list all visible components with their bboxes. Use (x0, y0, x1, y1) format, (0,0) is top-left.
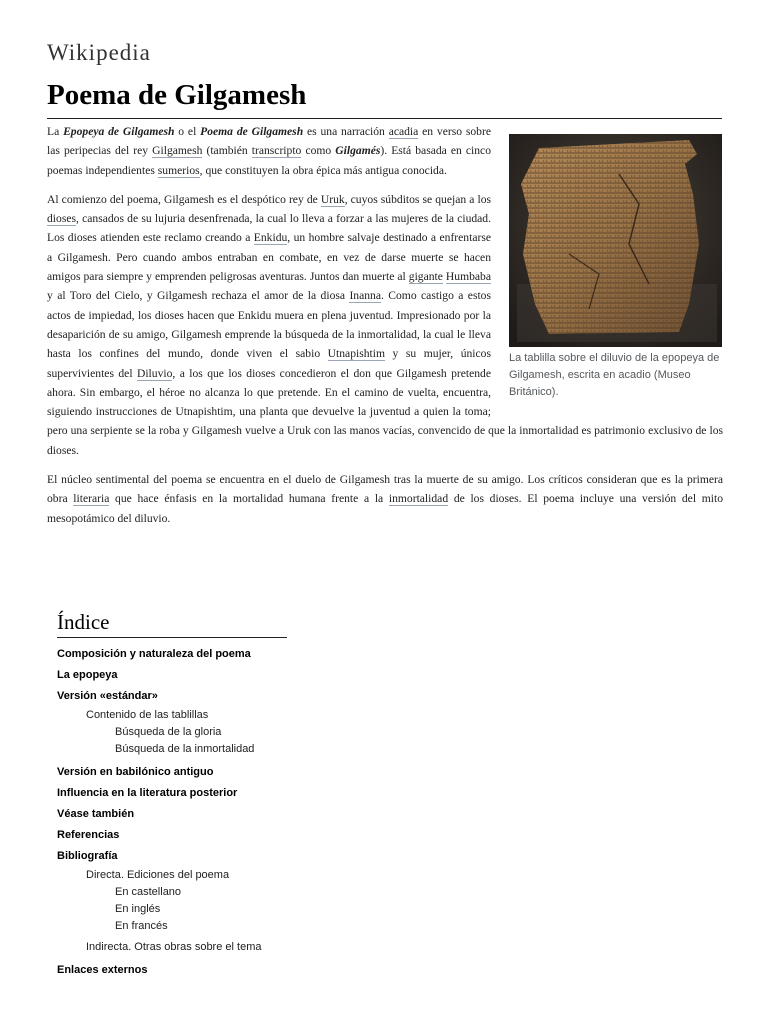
tablet-illustration (509, 134, 722, 347)
link-enkidu[interactable]: Enkidu (253, 231, 288, 245)
link-humbaba[interactable]: Humbaba (445, 270, 491, 284)
link-utnapishtim[interactable]: Utnapishtim (327, 347, 385, 361)
article-body (47, 122, 723, 538)
tablet-image[interactable] (509, 134, 722, 347)
toc-subsubitem[interactable]: En francés (115, 920, 168, 932)
toc-subitem[interactable]: Contenido de las tablillas (86, 709, 209, 721)
link-literaria[interactable]: literaria (73, 492, 110, 506)
toc-subsubitem[interactable]: Búsqueda de la inmortalidad (115, 743, 255, 755)
toc-item[interactable]: Influencia en la literatura posterior (57, 787, 238, 799)
link-inanna[interactable]: Inanna (349, 289, 381, 303)
table-of-contents (57, 610, 289, 981)
toc-item[interactable]: La epopeya (57, 669, 118, 681)
link-uruk[interactable]: Uruk (320, 192, 345, 206)
figure-caption: La tablilla sobre el diluvio de la epopeya de Gilgamesh, escrita en acadio (Museo Británico). (509, 352, 720, 398)
toc-item[interactable]: Enlaces externos (57, 964, 148, 976)
toc-subitem[interactable]: Directa. Ediciones del poema (86, 869, 230, 881)
toc-item[interactable]: Versión en babilónico antiguo (57, 766, 214, 778)
figure (509, 134, 723, 401)
toc-item[interactable]: Véase también (57, 808, 135, 820)
toc-subsubitem[interactable]: Búsqueda de la gloria (115, 726, 222, 738)
toc-item[interactable]: Bibliografía (57, 850, 118, 862)
link-dioses[interactable]: dioses (47, 212, 76, 226)
paragraph-intro: La Epopeya de Gilgamesh o el Poema de Gilgamesh es una narración acadia en verso sobre las peripecias del rey Gilgamesh (también transcripto como Gilgamés). Está basada en cinco poemas independientes sumerios, que constituyen la obra épica más antigua conocida. (47, 125, 491, 177)
paragraph-summary: Al comienzo del poema, Gilgamesh es el despótico rey de Uruk, cuyos súbditos se quejan a los dioses, cansados de su lujuria desenfrenada, la cual lo lleva a forzar a las mujeres de la ciudad. Los dioses atienden este reclamo creando a Enkidu, un hombre salvaje destinado a enfrentarse a Gilgamesh. Pero cuando ambos entraban en combate, en vez de darse muerte se hacen amigos para siempre y emprenden peligrosas aventuras. Juntos dan muerte al gigante Humbaba y al Toro del Cielo, y Gilgamesh rechaza el amor de la diosa Inanna. Como castigo a estos actos de impiedad, los dioses hacen que Enkidu muera en plena juventud. Impresionado por la desaparición de su amigo, Gilgamesh emprende la búsqueda de la inmortalidad, la cual le lleva hasta los confines del mundo, donde viven el sabio Utnapishtim y su mujer, únicos supervivientes del Diluvio, a los que los dioses concedieron el don que Gilgamesh pretende ahora. Sin embargo, el héroe no alcanza lo que pretende. En el camino de vuelta, encuentra, siguiendo instrucciones de Utnapishtim, una planta que devuelve la juventud a quien la toma; pero una serpiente se la roba y Gilgamesh vuelve a Uruk con las manos vacías, convencido de que la inmortalidad es patrimonio exclusivo de los dioses. (47, 192, 723, 457)
toc-item[interactable]: Referencias (57, 829, 120, 841)
link-sumerios[interactable]: sumerios (157, 163, 200, 177)
wikipedia-logo[interactable]: Wikipedia (47, 40, 151, 65)
link-acadia[interactable]: acadia (388, 125, 419, 138)
toc-subsubitem[interactable]: En castellano (115, 886, 182, 898)
link-transcripto[interactable]: transcripto (251, 144, 302, 158)
link-diluvio[interactable]: Diluvio (136, 366, 173, 380)
toc-title: Índice (57, 610, 287, 638)
link-inmortalidad[interactable]: inmortalidad (388, 492, 449, 506)
link-gigante[interactable]: gigante (408, 270, 443, 284)
toc-item[interactable]: Composición y naturaleza del poema (57, 648, 251, 660)
toc-subitem[interactable]: Indirecta. Otras obras sobre el tema (86, 941, 262, 953)
toc-subsubitem[interactable]: En inglés (115, 903, 161, 915)
paragraph-core: El núcleo sentimental del poema se encuentra en el duelo de Gilgamesh tras la muerte de su amigo. Los críticos consideran que es la primera obra literaria que hace énfasis en la mortalidad humana frente a la inmortalidad de los dioses. El poema incluye una versión del mito mesopotámico del diluvio. (47, 473, 723, 525)
toc-item[interactable]: Versión «estándar» (57, 690, 158, 702)
link-gilgamesh[interactable]: Gilgamesh (152, 144, 203, 158)
page-title: Poema de Gilgamesh (47, 76, 722, 119)
